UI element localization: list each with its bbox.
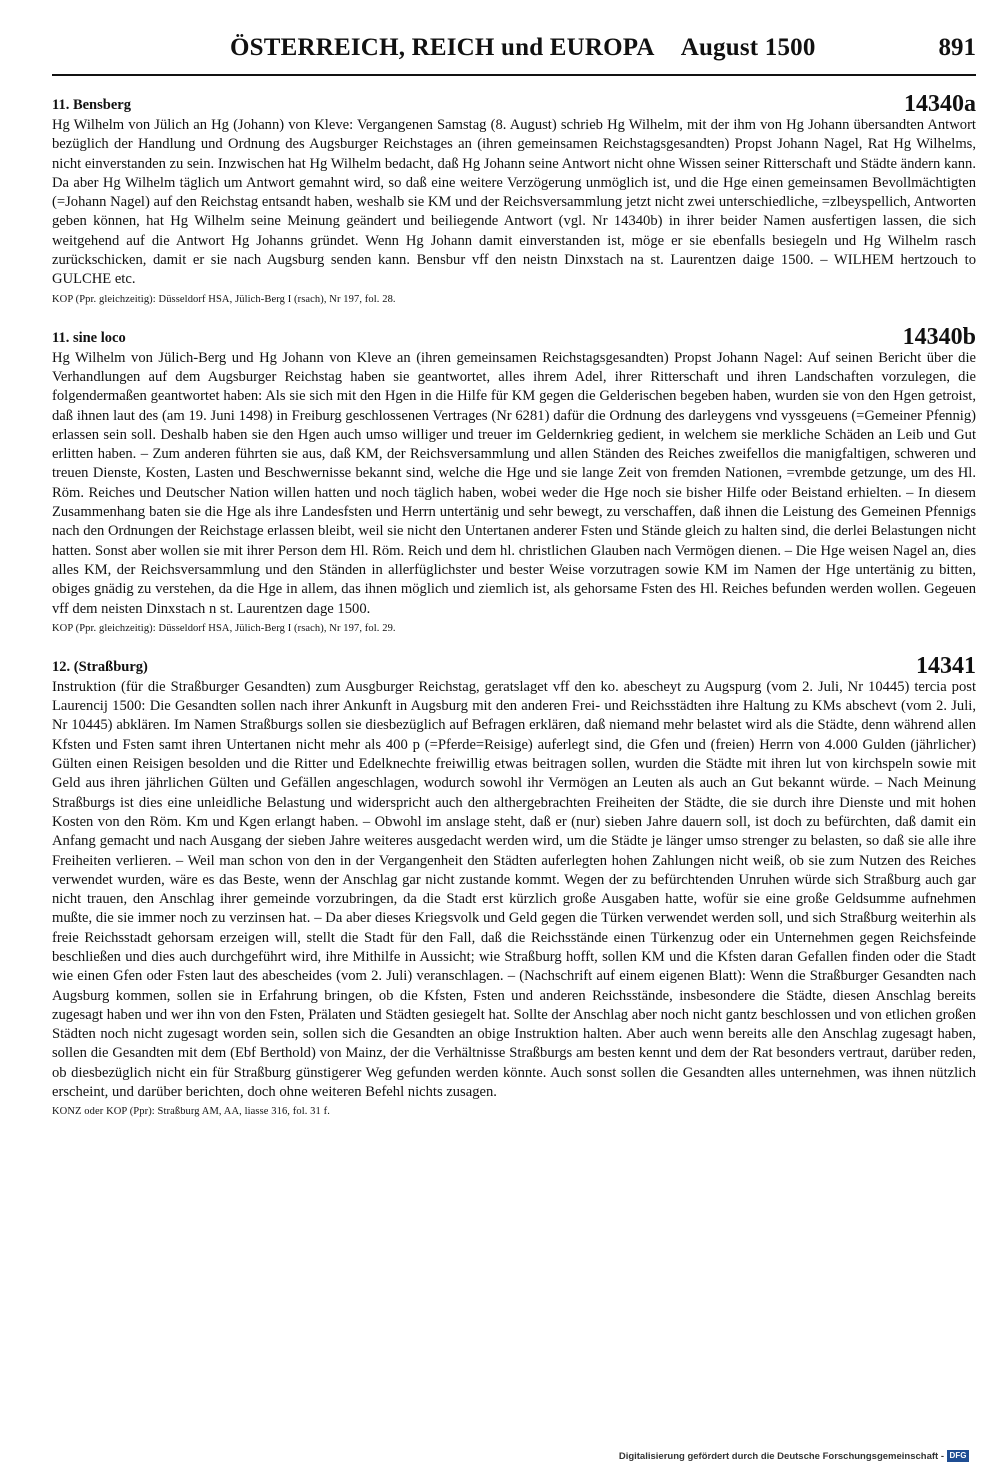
entry-source-note: KONZ oder KOP (Ppr): Straßburg AM, AA, liasse 316, fol. 31 f.	[52, 1106, 330, 1118]
running-title	[230, 34, 816, 62]
dfg-logo-icon: DFG	[947, 1450, 969, 1462]
entry-heading	[52, 650, 976, 678]
entry-14340b	[52, 321, 976, 636]
entry-regest-text: Hg Wilhelm von Jülich-Berg und Hg Johann von Kleve an (ihren gemeinsamen Reichstagsgesandten) Propst Johann Nagel: Auf seinen Bericht über die Verhandlungen auf dem Augsburger Reichstag haben sie geantwortet, alles ihrem Adel, ihrer Ritterschaft und ihren Landschaften vorzulegen, die folgendermaßen geantwortet haben: Als sie sich mit den Hgen in die Hilfe für KM gegen die Gelderischen begeben haben, wurden sie von den Hgen getroist, daß ihnen laut des (am 19. Juni 1498) in Freiburg geschlossenen Vertrages (Nr 6281) dafür die Ordnung des darleygens vnd vyssgeuens (=Gemeiner Pfennig) erlassen sein soll. Deshalb haben sie den Hgen auch umso williger und treuer im Geldernkrieg gedient, in welchem sie merkliche Schäden an Leib und Gut erlitten haben. – Zum anderen führten sie aus, daß KM, der Reichsversammlung und allen Ständen des Reiches zweifellos die manigfaltigen, schweren und treuen Dienste, Kosten, Lasten und Beschwernisse bekannt sind, welche die Hge und sie lange Zeit von fremden Nationen, =vrembde getzunge, um des Hl. Röm. Reiches und Deutscher Nation willen hatten und noch täglich haben, wobei weder die Hge noch sie bisher Hilfe oder Beistand erhielten. – In diesem Zusammenhang baten sie die Hge als ihre Landesfsten und Herrn untertänig und sehr bewegt, zu verschaffen, daß ihnen die Leistung des Gemeinen Pfennigs nach den Ordnungen der Reichstage erlassen bleibt, weil sie nicht den Untertanen anderer Fsten und Stände gleich zu halten sind, die derlei Belastungen nicht hatten. Sonst aber wollen sie mit ihrer Person dem Hl. Röm. Reich und dem hl. christlichen Glauben nach Vermögen dienen. – Die Hge weisen Nagel an, dies alles KM, der Reichsversammlung und den Ständen in allerfüglichster und bester Weise vorzutragen sowie KM im Namen der Hge untertänig zu bitten, obiges gnädig zu verstehen, da die Hge in allem, das ihnen möglich und ziemlich ist, als gehorsame Fsten des Hl. Reiches befunden werden wollen. Gegeuen vff dem neisten Dinxstach n st. Laurentzen dage 1500.	[52, 349, 976, 617]
entry-number: 14340b	[902, 323, 976, 350]
entry-date-place: 11. Bensberg	[52, 97, 131, 113]
entry-date-place: 11. sine loco	[52, 329, 126, 346]
entry-regest-text: Hg Wilhelm von Jülich an Hg (Johann) von Kleve: Vergangenen Samstag (8. August) schrieb Hg Wilhelm, mit der ihm von Hg Johann übersandten Antwort bezüglich der Handlung und Ordnung des Augsburger Reichstages an (ihren gemeinsamen Reichstagsgesandten) Propst Johann Nagel, Rat Hg Wilhelms, nicht einverstanden zu sein. Inzwischen hat Hg Wilhelm bedacht, daß Hg Johann seine Antwort nicht ohne Wissen seiner Ritterschaft und Städte ändern kann. Da aber Hg Wilhelm täglich um Antwort gemahnt wird, so daß eine weitere Verzögerung unmöglich ist, und die Hge einen gemeinsamen Bevollmächtigten (=Johann Nagel) auf den Reichstag entsandt haben, weshalb sie KM und der Reichsversammlung jetzt nicht zwei unterschiedliche, =zlbeyspellich, Antworten geben können, hat Hg Wilhelm seine Meinung geändert und beiliegende Antwort (vgl. Nr 14340b) in ihrer beider Namen ausfertigen lassen, die sich weitgehend auf die Antwort Hg Johanns gründet. Wenn Hg Johann damit einverstanden ist, möge er sie ebenfalls besiegeln und Hg Wilhelm rasch zurückschicken, damit er sie nach Augsburg senden kann. Bensbur vff den neistn Dinxstach na st. Laurentzen daige 1500. – WILHEM hertzouch to GULCHE etc.	[52, 117, 976, 288]
page-number: 891	[938, 34, 976, 61]
entry-14341	[52, 650, 976, 1120]
running-header	[52, 34, 976, 72]
running-date: August 1500	[680, 34, 816, 61]
header-rule	[52, 74, 976, 76]
entry-source-note: KOP (Ppr. gleichzeitig): Düsseldorf HSA, Jülich-Berg I (rsach), Nr 197, fol. 28.	[52, 293, 396, 305]
document-page	[52, 34, 976, 1119]
entry-number: 14341	[916, 652, 976, 679]
digitization-credit	[619, 1449, 969, 1463]
entry-heading	[52, 321, 976, 349]
entry-regest-text: Instruktion (für die Straßburger Gesandten) zum Ausgburger Reichstag, geratslaget vff den ko. abescheyt zu Augspurg (vom 2. Juli, Nr 10445) tercia post Laurencij 1500: Die Gesandten sollen nach ihrer Ankunft in Augsburg mit den anderen Frei- und Reichsstädten ihre Haltung zu KMs abschevt (vom 2. Juli, Nr 10445) abklären. Im Namen Straßburgs sollen sie diesbezüglich auf Befragen erklären, daß niemand mehr belastet wird als die Städte, denn während allen Kfsten und Fsten samt ihren Untertanen nicht mehr als 400 p (=Pferde=Reisige) auferlegt sind, die Gfen und (freien) Herrn von 4.000 Gulden (jährlicher) Gülten einen Reisigen besolden und die Ritter und Edelknechte freiwillig etwas beitragen sollen, wurden die Städte mit ihren lut von kirchspeln sowie mit Geld aus ihren jährlichen Gülten und Gefällen angeschlagen, wodurch sowohl ihr Vermögen an Leuten als auch an Gut bekannt würde. – Nach Meinung Straßburgs ist dies eine unleidliche Belastung und widerspricht auch den althergebrachten Freiheiten der Städte, die sie durch ihre Dienste und mit hohen Kosten von den Röm. Km und Kgen erlangt haben. – Obwohl im anslage steht, daß er (nur) sieben Jahre dauern soll, ist doch zu befürchten, daß damit ein Anfang gemacht und nach Ausgang der sieben Jahre weiteres ausgedacht werden wird, um die Städte je länger umso strenger zu belasten, so daß sie alle ihre Freiheiten verlieren. – Weil man schon von den in der Vergangenheit den Städten auferlegten hohen Zahlungen nicht weiß, ob sie zum Nutzen des Reiches verwendet wurden, wäre es das Beste, wenn der Anschlag gar nicht zustande kommt. Wegen der zu befürchtenden Unruhen würde sich Straßburg auch gar nicht trauen, den Anschlag ihrer gemeinde vorzubringen, da die Stadt erst kürzlich große Ausgaben hatte, wofür sie eine große Geldsumme aufnehmen mußte, die sie immer noch zu verzinsen hat. – Da aber dieses Kriegsvolk und Geld gegen die Türken verwendet werden soll, und sich Straßburg weiterhin als freie Reichsstadt gehorsam erzeigen will, stellt die Stadt für den Fall, daß die Reichsstände einen Türkenzug oder ein Unternehmen gegen Reichsfeinde beschließen und dies auch durchgeführt wird, ihre Mithilfe in Aussicht; wie Straßburg hofft, sollen KM und die Kfsten daran Gefallen finden oder die Stadt wie einen Gfen oder Fsten laut des abescheides (vom 2. Juli) veranschlagen. – (Nachschrift auf einem eigenen Blatt): Wenn die Straßburger Gesandten nach Augsburg kommen, sollen sie in Erfahrung bringen, ob die Kfsten, Fsten und anderen Reichsstände, insbesondere die Städte, diesen Anschlag bereits zugesagt haben und wer ihn von den Fsten, Prälaten und Städten gesiegelt hat. Sollte der Anschlag aber noch nicht gantz beschlossen und von etlichen großen Städten noch nicht zugesagt worden sein, sollen sich die Gesandten an obige Instruktion halten. Aber auch wenn bereits alle den Anschlag zugesagt haben, sollen die Gesandten mit dem (Ebf Berthold) von Mainz, der die Verhältnisse Straßburgs am besten kennt und dem der Rat besonders vertraut, darüber reden, ob diesbezüglich nicht ein für Straßburg günstigerer Weg gefunden werden könnte. Auch sonst sollen die Gesandten alles unternehmen, was ihnen nützlich erscheint, und darüber berichten, doch ohne weiteren Befehl nichts zusagen.	[52, 678, 976, 1101]
credit-text: Digitalisierung gefördert durch die Deutsche Forschungsgemeinschaft -	[618, 1450, 944, 1462]
entry-date-place: 12. (Straßburg)	[52, 658, 148, 675]
entry-heading	[52, 88, 976, 116]
entry-14340a	[52, 88, 976, 307]
entry-source-note: KOP (Ppr. gleichzeitig): Düsseldorf HSA, Jülich-Berg I (rsach), Nr 197, fol. 29.	[52, 622, 396, 634]
entry-number: 14340a	[904, 91, 976, 117]
running-title-text: ÖSTERREICH, REICH und EUROPA	[230, 34, 655, 61]
